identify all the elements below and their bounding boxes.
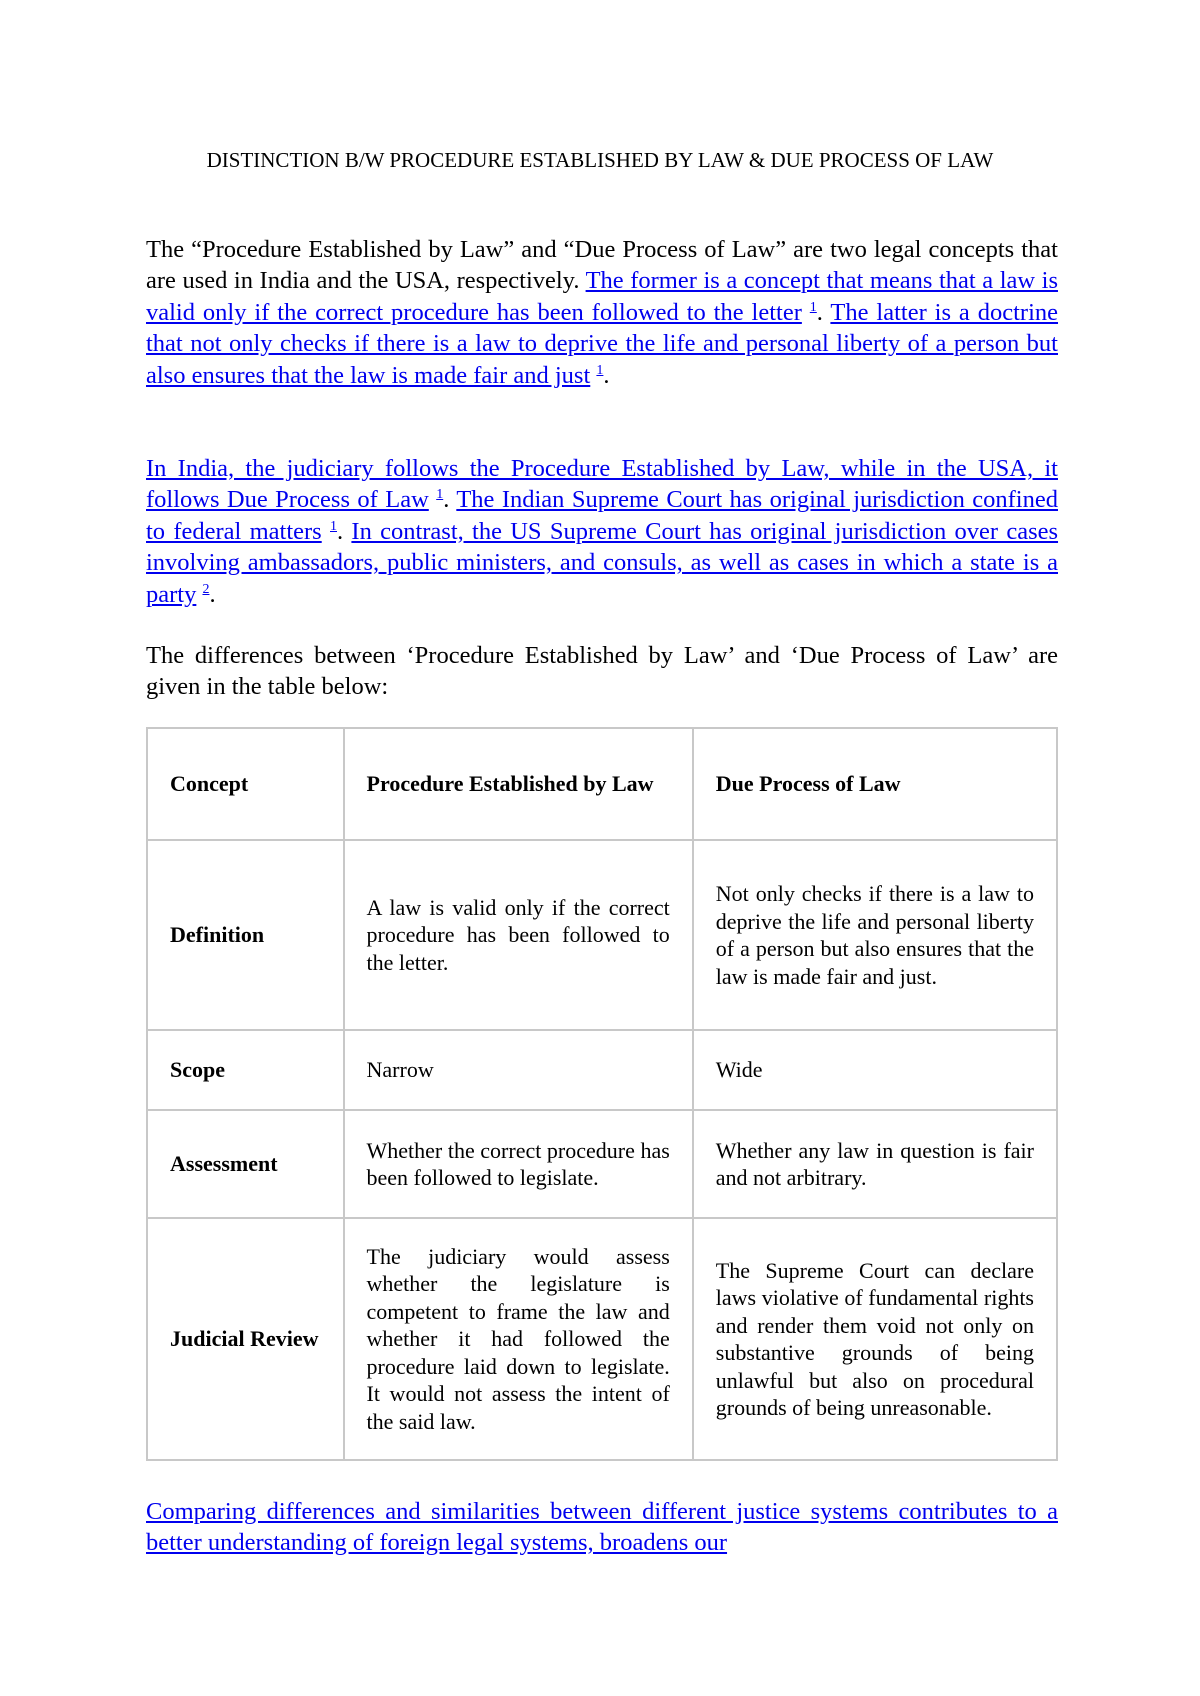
header-concept: Concept bbox=[147, 728, 344, 840]
row-procedure-established: The judiciary would assess whether the legislature is competent to frame the law and whether it had followed the procedure laid down to legislate. It would not assess the intent of the said law. bbox=[344, 1218, 693, 1460]
citation-ref[interactable]: 1 bbox=[596, 362, 604, 378]
row-procedure-established: Narrow bbox=[344, 1030, 693, 1110]
row-due-process: Wide bbox=[693, 1030, 1057, 1110]
closing-paragraph bbox=[146, 1496, 1058, 1559]
row-due-process: The Supreme Court can declare laws violative of fundamental rights and render them void not only on substantive grounds of being unlawful but also on procedural grounds of being unreasonable. bbox=[693, 1218, 1057, 1460]
row-concept: Judicial Review bbox=[147, 1218, 344, 1460]
table-row bbox=[147, 1030, 1057, 1110]
table-row bbox=[147, 1110, 1057, 1218]
table-row bbox=[147, 840, 1057, 1030]
citation-ref[interactable]: 1 bbox=[330, 518, 337, 534]
row-concept: Definition bbox=[147, 840, 344, 1030]
comparing-systems-link[interactable]: Comparing differences and similarities between different justice systems contributes to a better understanding of foreign legal systems, broadens our bbox=[146, 1498, 1058, 1557]
header-procedure-established: Procedure Established by Law bbox=[344, 728, 693, 840]
header-due-process: Due Process of Law bbox=[693, 728, 1057, 840]
table-row bbox=[147, 1218, 1057, 1460]
indian-court-link[interactable]: The Indian Supreme Court has original jurisdiction confined to federal matters bbox=[146, 486, 1058, 545]
india-usa-link[interactable]: In India, the judiciary follows the Procedure Established by Law, while in the USA, it follows Due Process of Law bbox=[146, 455, 1058, 514]
differences-intro-paragraph: The differences between ‘Procedure Established by Law’ and ‘Due Process of Law’ are given in the table below: bbox=[146, 642, 1058, 701]
former-concept-link[interactable]: The former is a concept that means that a law is valid only if the correct procedure has been followed to the letter bbox=[146, 267, 1058, 326]
row-due-process: Not only checks if there is a law to deprive the life and personal liberty of a person but also ensures that the law is made fair and just. bbox=[693, 840, 1057, 1030]
citation-ref[interactable]: 1 bbox=[809, 299, 817, 315]
table-header-row bbox=[147, 728, 1057, 840]
row-concept: Assessment bbox=[147, 1110, 344, 1218]
row-concept: Scope bbox=[147, 1030, 344, 1110]
row-due-process: Whether any law in question is fair and not arbitrary. bbox=[693, 1110, 1057, 1218]
latter-doctrine-link[interactable]: The latter is a doctrine that not only checks if there is a law to deprive the life and personal liberty of a person but also ensures that the law is made fair and just bbox=[146, 298, 1059, 389]
jurisdiction-paragraph: In India, the judiciary follows the Procedure Established by Law, while in the USA, it follows Due Process of Law $^1$. The Indian Supreme Court has original jurisdiction confined to federal matters $^1$. In contrast, the US Supreme Court has original jurisdiction over cases involving ambassadors, public ministers, and consuls, as well as cases in which a state is a party $^2$. bbox=[146, 455, 1059, 608]
row-procedure-established: A law is valid only if the correct procedure has been followed to the letter. bbox=[344, 840, 693, 1030]
citation-ref[interactable]: 1 bbox=[436, 487, 444, 503]
intro-paragraph: The “Procedure Established by Law” and “Due Process of Law” are two legal concepts that are used in India and the USA, respectively. The former is a concept that means that a law is valid only if the correct procedure has been followed to the letter $^1$. The latter is a doctrine that not only checks if there is a law to deprive the life and personal liberty of a person but also ensures that the law is made fair and just $^1$. bbox=[146, 236, 1059, 389]
intro-text: The “Procedure Established by Law” and “Due Process of Law” are two legal concepts that are used in India and the USA, respectively. bbox=[146, 236, 1058, 295]
us-court-link[interactable]: In contrast, the US Supreme Court has original jurisdiction over cases involving ambassadors, public ministers, and consuls, as well as cases in which a state is a party bbox=[146, 517, 1059, 608]
comparison-table bbox=[146, 727, 1058, 1461]
document-title: DISTINCTION B/W PROCEDURE ESTABLISHED BY LAW & DUE PROCESS OF LAW bbox=[206, 148, 994, 172]
citation-ref[interactable]: 2 bbox=[202, 581, 210, 597]
row-procedure-established: Whether the correct procedure has been followed to legislate. bbox=[344, 1110, 693, 1218]
